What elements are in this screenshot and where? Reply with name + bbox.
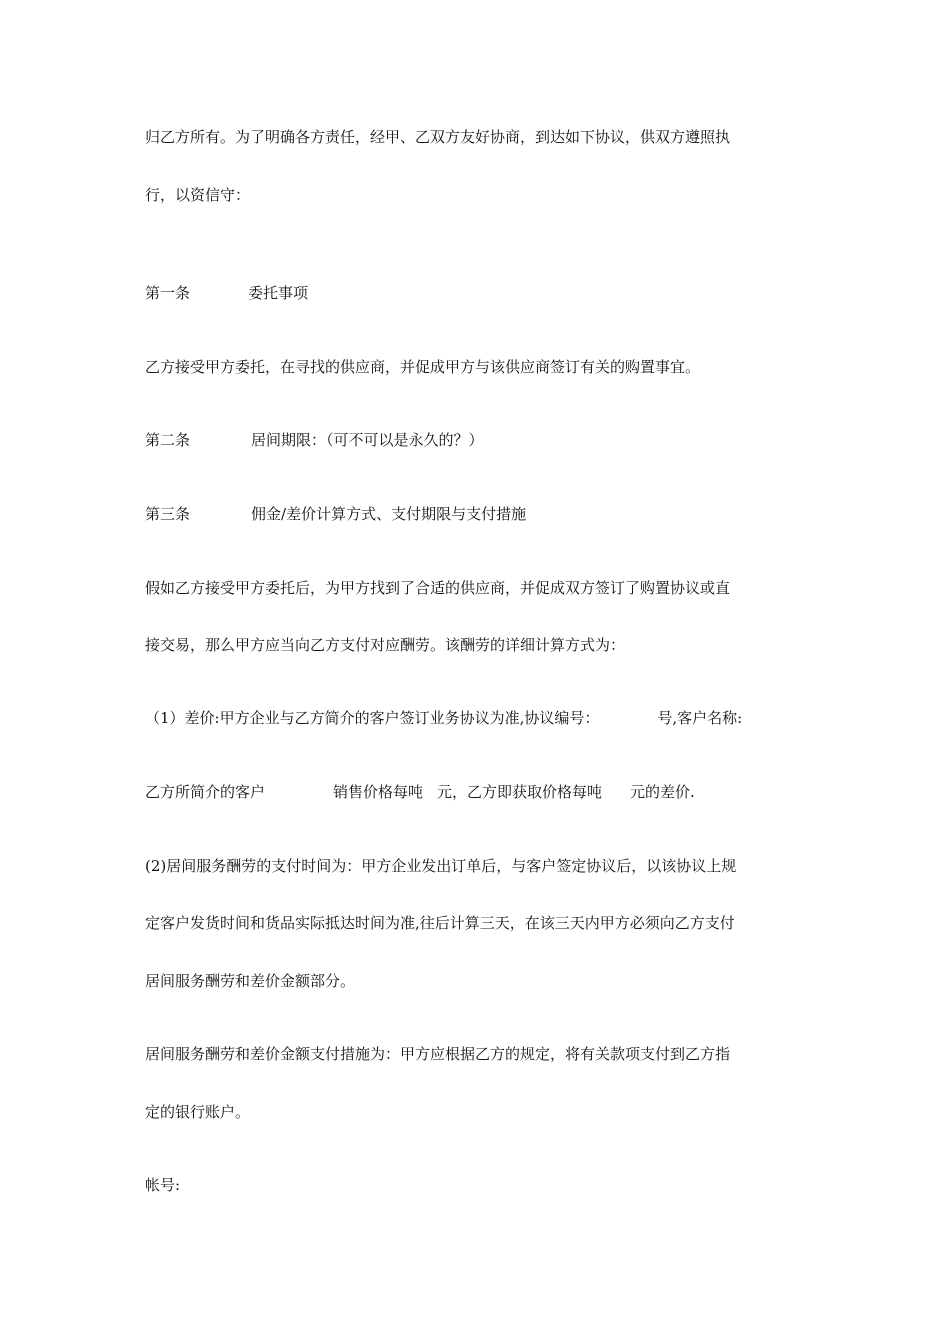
article-title: 居间期限：（可不可以是永久的？） (251, 431, 484, 449)
article-1-heading (145, 282, 308, 304)
text-segment: 乙方所简介的客户 (145, 783, 266, 801)
article-3-heading (145, 503, 526, 525)
article-number: 第二条 (145, 431, 191, 449)
text-segment: 元，乙方即获取价格每吨 (437, 783, 603, 801)
paragraph-line: (2)居间服务酬劳的支付时间为：甲方企业发出订单后，与客户签定协议后，以该协议上规 (145, 857, 737, 875)
item-1-line (145, 707, 742, 729)
paragraph-line: 行，以资信守： (145, 186, 251, 204)
text-segment: 销售价格每吨 (333, 783, 424, 801)
account-label: 帐号: (145, 1176, 181, 1194)
paragraph-line: 接交易，那么甲方应当向乙方支付对应酬劳。该酬劳的详细计算方式为： (145, 636, 626, 654)
article-2-heading (145, 429, 484, 451)
paragraph-line: 定客户发货时间和货品实际抵达时间为准,往后计算三天，在该三天内甲方必须向乙方支付 (145, 914, 735, 932)
item-1-text: （1）差价:甲方企业与乙方简介的客户签订业务协议为准,协议编号： (145, 709, 600, 727)
article-1-body: 乙方接受甲方委托，在寻找的供应商，并促成甲方与该供应商签订有关的购置事宜。 (145, 358, 701, 376)
paragraph-line: 假如乙方接受甲方委托后，为甲方找到了合适的供应商，并促成双方签订了购置协议或直 (145, 579, 731, 597)
article-number: 第一条 (145, 284, 191, 302)
article-number: 第三条 (145, 505, 191, 523)
paragraph-line: 居间服务酬劳和差价金额支付措施为：甲方应根据乙方的规定，将有关款项支付到乙方指 (145, 1045, 731, 1063)
paragraph-line: 居间服务酬劳和差价金额部分。 (145, 972, 356, 990)
paragraph-line: 归乙方所有。为了明确各方责任，经甲、乙双方友好协商，到达如下协议，供双方遵照执 (145, 128, 731, 146)
article-title: 委托事项 (248, 284, 309, 302)
article-title: 佣金/差价计算方式、支付期限与支付措施 (251, 505, 527, 523)
paragraph-line: 定的银行账户。 (145, 1103, 251, 1121)
item-1-text-end: 号,客户名称: (657, 709, 743, 727)
text-segment: 元的差价. (630, 783, 695, 801)
item-1-line-2 (145, 781, 695, 803)
